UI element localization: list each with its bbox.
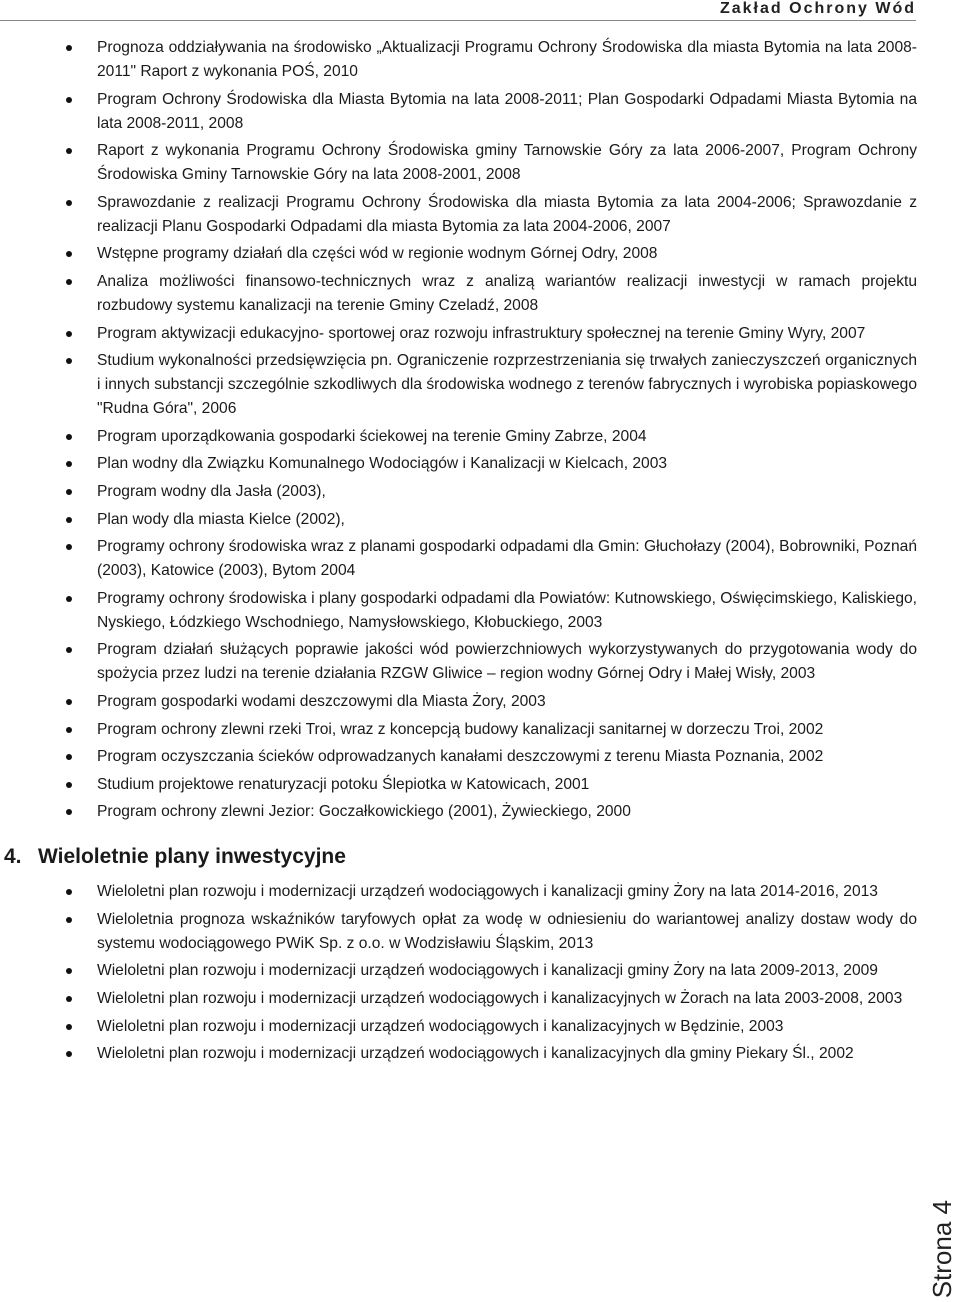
list-item <box>97 36 917 84</box>
page-header-title: Zakład Ochrony Wód <box>719 0 916 17</box>
list-item-text: Wieloletni plan rozwoju i modernizacji urządzeń wodociągowych i kanalizacji gminy Żory na lata 2014-2016, 2013 <box>97 883 878 901</box>
bullet-icon <box>66 889 72 895</box>
section-title: Wieloletnie plany inwestycyjne <box>38 845 346 869</box>
list-item <box>97 425 917 449</box>
list-item-text: Program aktywizacji edukacyjno- sportowej oraz rozwoju infrastruktury społecznej na terenie Gminy Wyry, 2007 <box>97 324 866 342</box>
bullet-icon <box>66 489 72 495</box>
bullet-icon <box>66 97 72 103</box>
bullet-icon <box>66 727 72 733</box>
bullet-icon <box>66 544 72 550</box>
list-item <box>97 88 917 136</box>
list-item <box>97 452 917 476</box>
list-item <box>97 139 917 187</box>
bullet-icon <box>66 1051 72 1057</box>
bullet-icon <box>66 996 72 1002</box>
list-item <box>97 745 917 769</box>
list-item-text: Wieloletni plan rozwoju i modernizacji urządzeń wodociągowych i kanalizacji gminy Żory na lata 2009-2013, 2009 <box>97 962 878 980</box>
page-number: Strona 4 <box>927 1199 957 1298</box>
list-item-text: Program wodny dla Jasła (2003), <box>97 482 326 500</box>
list-item-text: Program ochrony zlewni rzeki Troi, wraz z koncepcją budowy kanalizacji sanitarnej w dorzeczu Troi, 2002 <box>97 720 824 738</box>
list-item <box>97 349 917 421</box>
list-item <box>97 322 917 346</box>
list-item-text: Programy ochrony środowiska i plany gospodarki odpadami dla Powiatów: Kutnowskiego, Oświęcimskiego, Kaliskiego, Nyskiego, Łódzkiego Wschodniego, Namysłowskiego, Kłobuckiego, 2003 <box>97 589 917 631</box>
section-heading <box>4 844 960 870</box>
list-item-text: Studium wykonalności przedsięwzięcia pn. Ograniczenie rozprzestrzeniania się trwałych zanieczyszczeń organicznych i innych substancji szczególnie szkodliwych dla środowiska wodnego z terenów fabrycznych i wyrobiska popiaskowego "Rudna Góra", 2006 <box>97 352 917 418</box>
list-item <box>97 959 917 983</box>
list-item <box>97 242 917 266</box>
bullet-icon <box>66 358 72 364</box>
list-item <box>97 480 917 504</box>
list-item-text: Plan wodny dla Związku Komunalnego Wodociągów i Kanalizacji w Kielcach, 2003 <box>97 455 668 473</box>
investment-plans-list <box>0 880 960 1066</box>
bullet-icon <box>66 45 72 51</box>
list-item-text: Wieloletni plan rozwoju i modernizacji urządzeń wodociągowych i kanalizacyjnych w Będzinie, 2003 <box>97 1017 784 1035</box>
bullet-icon <box>66 782 72 788</box>
list-item <box>97 535 917 583</box>
list-item-text: Program działań służących poprawie jakości wód powierzchniowych wykorzystywanych do przygotowania wody do spożycia przez ludzi na terenie działania RZGW Gliwice – region wodny Górnej Odry i Małej Wisły, 2003 <box>97 641 917 683</box>
list-item <box>97 800 917 824</box>
list-item <box>97 270 917 318</box>
bullet-icon <box>66 596 72 602</box>
list-item-text: Prognoza oddziaływania na środowisko „Aktualizacji Programu Ochrony Środowiska dla miasta Bytomia na lata 2008-2011" Raport z wykonania POŚ, 2010 <box>97 39 917 80</box>
list-item <box>97 191 917 239</box>
list-item-text: Wieloletni plan rozwoju i modernizacji urządzeń wodociągowych i kanalizacyjnych w Żorach na lata 2003-2008, 2003 <box>97 990 903 1008</box>
document-body <box>0 36 960 1070</box>
list-item <box>97 638 917 686</box>
list-item-text: Program ochrony zlewni Jezior: Goczałkowickiego (2001), Żywieckiego, 2000 <box>97 803 631 821</box>
bullet-icon <box>66 699 72 705</box>
bullet-icon <box>66 754 72 760</box>
list-item-text: Program Ochrony Środowiska dla Miasta Bytomia na lata 2008-2011; Plan Gospodarki Odpadami Miasta Bytomia na lata 2008-2011, 2008 <box>97 90 917 132</box>
list-item-text: Wieloletni plan rozwoju i modernizacji urządzeń wodociągowych i kanalizacyjnych dla gminy Piekary Śl., 2002 <box>97 1045 854 1063</box>
list-item-text: Programy ochrony środowiska wraz z planami gospodarki odpadami dla Gmin: Głuchołazy (2004), Bobrowniki, Poznań (2003), Katowice (2003), Bytom 2004 <box>97 538 917 580</box>
list-item-text: Analiza możliwości finansowo-technicznych wraz z analizą wariantów realizacji inwestycji w ramach projektu rozbudowy systemu kanalizacji na terenie Gminy Czeladź, 2008 <box>97 272 917 314</box>
list-item <box>97 508 917 532</box>
list-item-text: Raport z wykonania Programu Ochrony Środowiska gminy Tarnowskie Góry za lata 2006-2007, Program Ochrony Środowiska Gminy Tarnowskie Góry na lata 2008-2001, 2008 <box>97 142 917 184</box>
bullet-icon <box>66 251 72 257</box>
list-item <box>97 773 917 797</box>
bullet-icon <box>66 917 72 923</box>
bullet-icon <box>66 1024 72 1030</box>
list-item-text: Studium projektowe renaturyzacji potoku Ślepiotka w Katowicach, 2001 <box>97 775 590 793</box>
bullet-icon <box>66 331 72 337</box>
references-list <box>0 36 960 824</box>
list-item-text: Wstępne programy działań dla części wód w regionie wodnym Górnej Odry, 2008 <box>97 245 658 263</box>
bullet-icon <box>66 809 72 815</box>
section-number: 4. <box>4 845 22 869</box>
bullet-icon <box>66 968 72 974</box>
list-item <box>97 690 917 714</box>
list-item <box>97 880 917 904</box>
list-item <box>97 908 917 956</box>
bullet-icon <box>66 517 72 523</box>
bullet-icon <box>66 148 72 154</box>
bullet-icon <box>66 647 72 653</box>
bullet-icon <box>66 200 72 206</box>
list-item <box>97 1042 917 1066</box>
list-item <box>97 1015 917 1039</box>
list-item-text: Program uporządkowania gospodarki ściekowej na terenie Gminy Zabrze, 2004 <box>97 427 647 445</box>
list-item-text: Program gospodarki wodami deszczowymi dla Miasta Żory, 2003 <box>97 692 546 710</box>
list-item <box>97 987 917 1011</box>
list-item-text: Sprawozdanie z realizacji Programu Ochrony Środowiska dla miasta Bytomia za lata 2004-2006; Sprawozdanie z realizacji Planu Gospodarki Odpadami dla miasta Bytomia za lata 2004-2006, 2007 <box>97 193 917 235</box>
list-item-text: Plan wody dla miasta Kielce (2002), <box>97 510 345 528</box>
list-item-text: Program oczyszczania ścieków odprowadzanych kanałami deszczowymi z terenu Miasta Poznania, 2002 <box>97 748 824 766</box>
list-item-text: Wieloletnia prognoza wskaźników taryfowych opłat za wodę w odniesieniu do wariantowej analizy dostaw wody do systemu wodociągowego PWiK Sp. z o.o. w Wodzisławiu Śląskim, 2013 <box>97 910 917 952</box>
header-divider <box>0 20 916 21</box>
bullet-icon <box>66 461 72 467</box>
list-item <box>97 587 917 635</box>
list-item <box>97 718 917 742</box>
bullet-icon <box>66 434 72 440</box>
bullet-icon <box>66 279 72 285</box>
